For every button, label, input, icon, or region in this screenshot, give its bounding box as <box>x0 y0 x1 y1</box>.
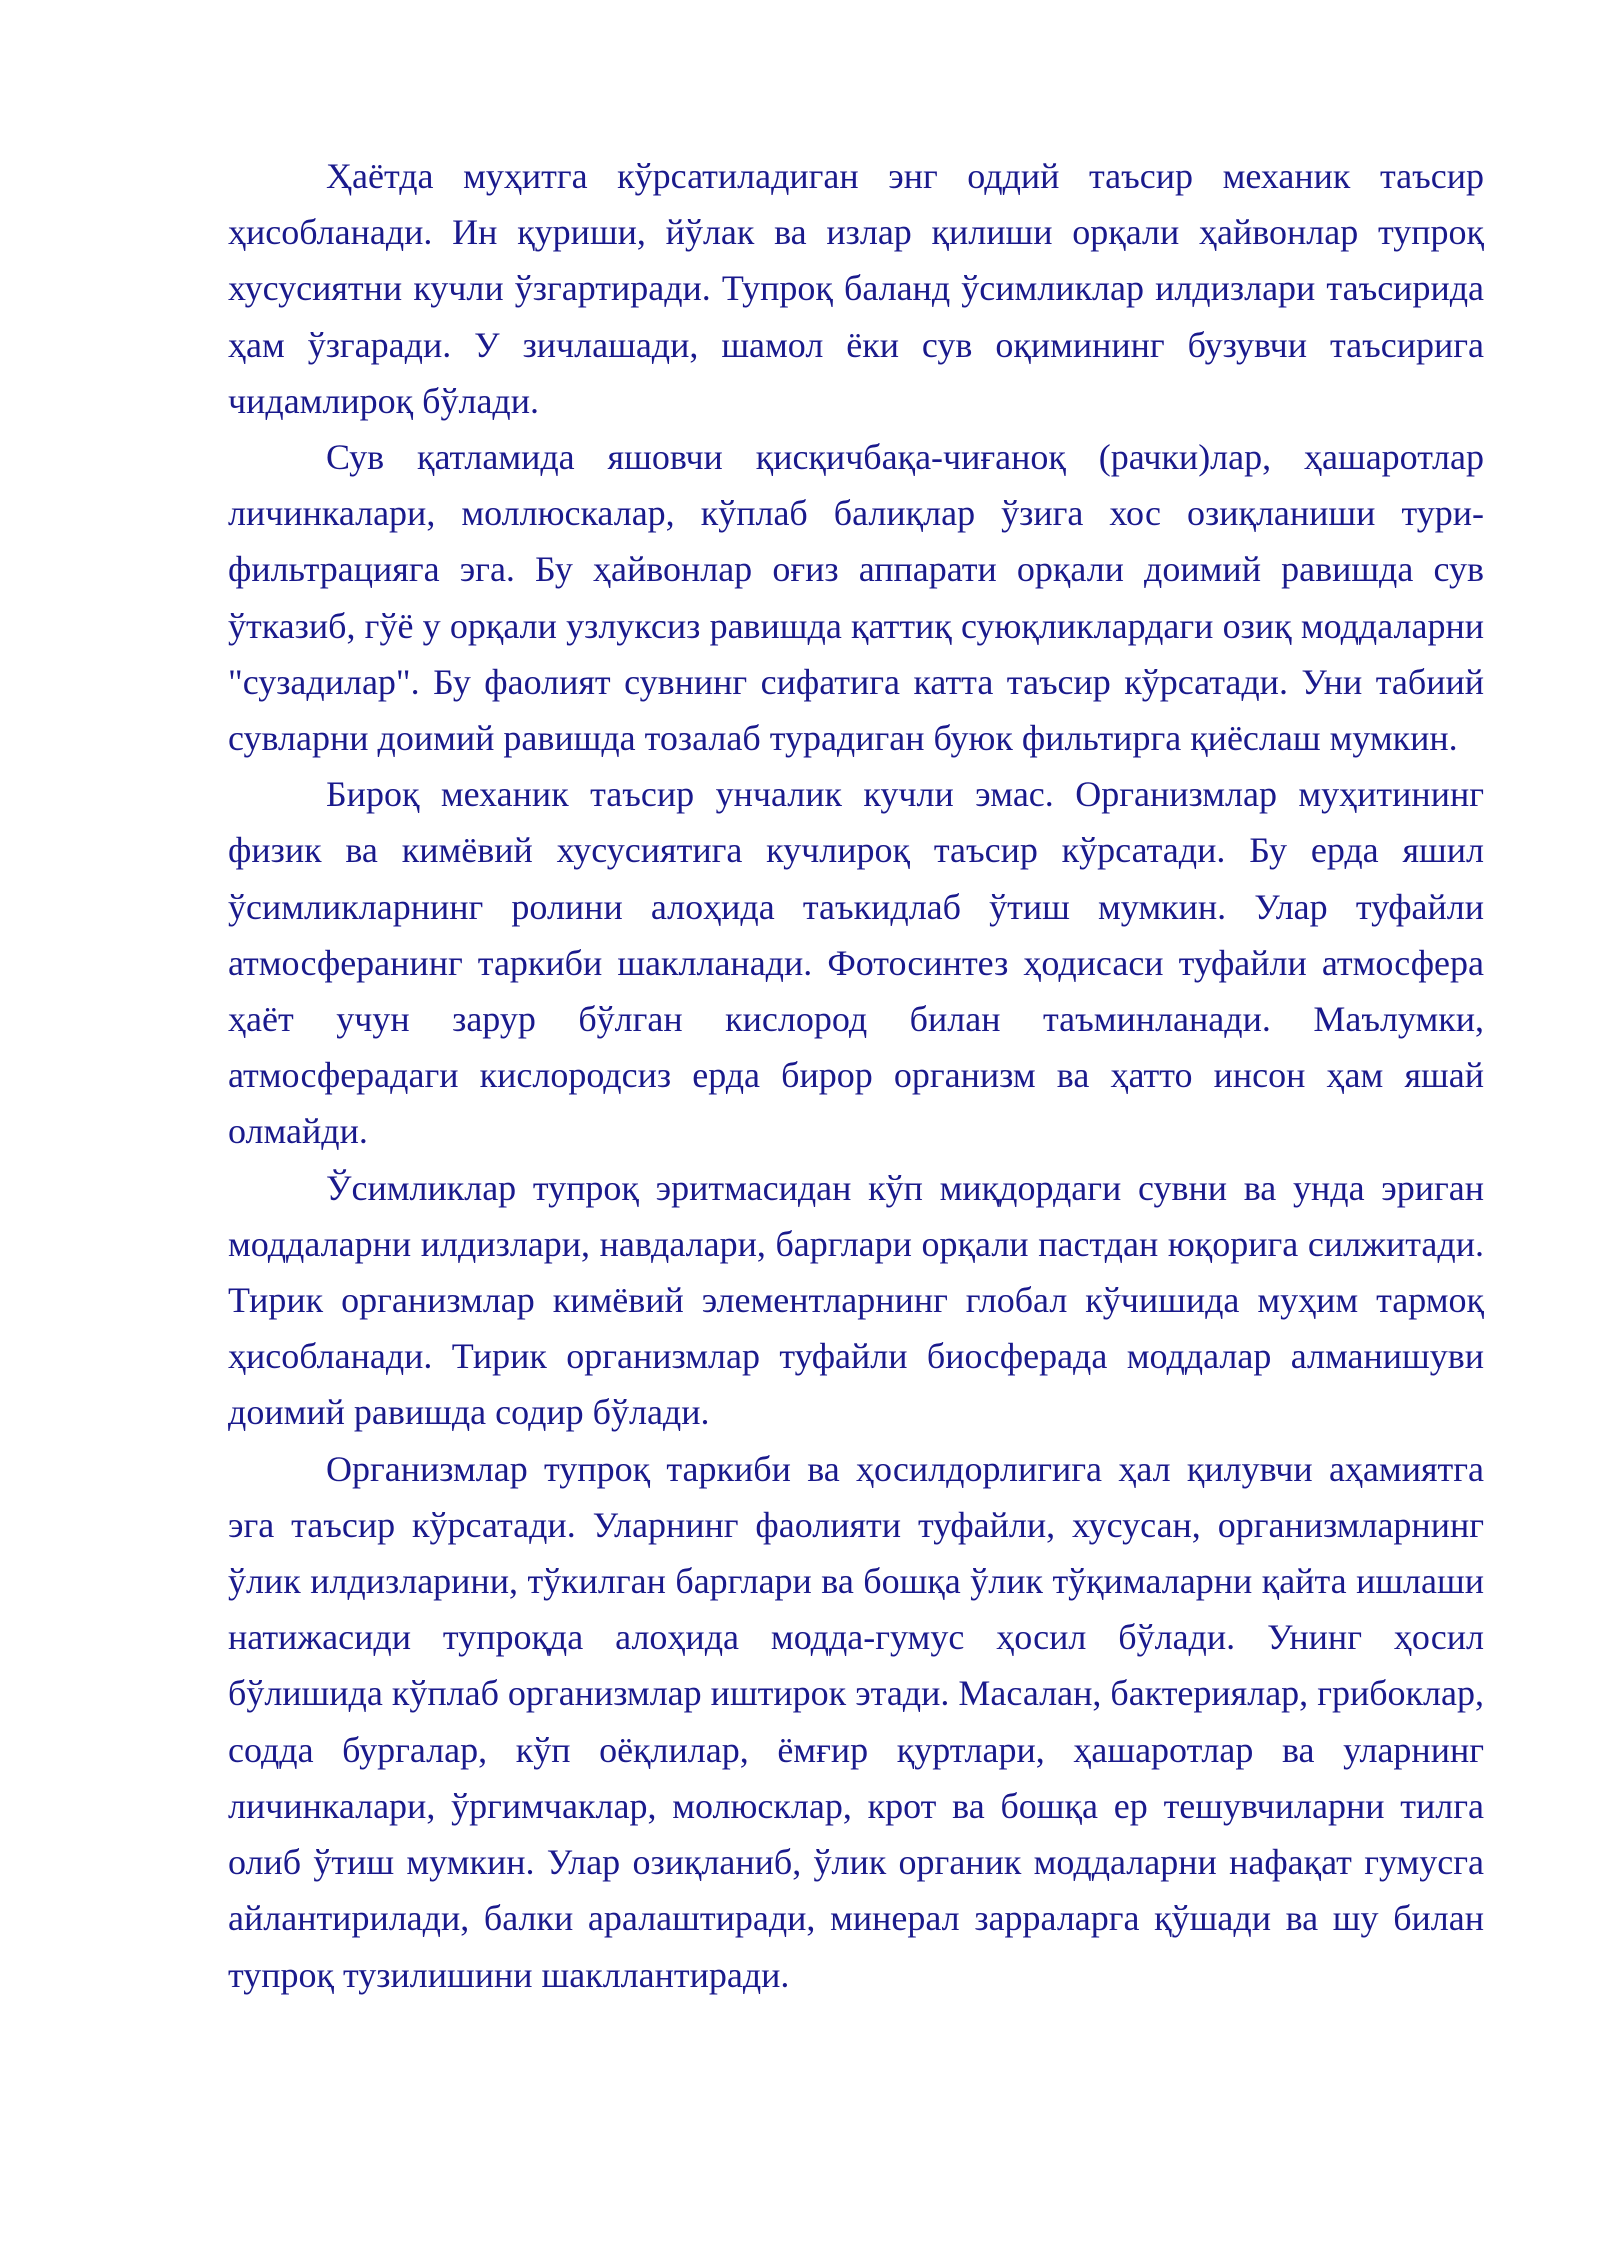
paragraph-2: Сув қатламида яшовчи қисқичбақа-чиғаноқ (рачки)лар, ҳашаротлар личинкалари, моллюскалар, кўплаб балиқлар ўзига хос озиқланиши тури-фильтрацияга эга. Бу ҳайвонлар оғиз аппарати орқали доимий равишда сув ўтказиб, гўё у орқали узлуксиз равишда қаттиқ суюқликлардаги озиқ моддаларни "сузадилар". Бу фаолият сувнинг сифатига катта таъсир кўрсатади. Уни табиий сувларни доимий равишда тозалаб турадиган буюк фильтирга қиёслаш мумкин. <box>228 437 1484 759</box>
document-body <box>228 148 1484 2003</box>
paragraph-4: Ўсимликлар тупроқ эритмасидан кўп миқдордаги сувни ва унда эриган моддаларни илдизлари, навдалари, барглари орқали пастдан юқорига силжитади. Тирик организмлар кимёвий элементларнинг глобал кўчишида муҳим тармоқ ҳисобланади. Тирик организмлар туфайли биосферада моддалар алманишуви доимий равишда содир бўлади. <box>228 1167 1484 1433</box>
paragraph-1: Ҳаётда муҳитга кўрсатиладиган энг оддий таъсир механик таъсир ҳисобланади. Ин қуриши, йўлак ва излар қилиши орқали ҳайвонлар тупроқ хусусиятни кучли ўзгартиради. Тупроқ баланд ўсимликлар илдизлари таъсирида ҳам ўзгаради. У зичлашади, шамол ёки сув оқимининг бузувчи таъсирига чидамлироқ бўлади. <box>228 156 1484 421</box>
paragraph-3: Бироқ механик таъсир унчалик кучли эмас. Организмлар муҳитининг физик ва кимёвий хусусиятига кучлироқ таъсир кўрсатади. Бу ерда яшил ўсимликларнинг ролини алоҳида таъкидлаб ўтиш мумкин. Улар туфайли атмосферанинг таркиби шаклланади. Фотосинтез ҳодисаси туфайли атмосфера ҳаёт учун зарур бўлган кислород билан таъминланади. Маълумки, атмосферадаги кислородсиз ерда бирор организм ва ҳатто инсон ҳам яшай олмайди. <box>228 774 1484 1152</box>
paragraph-5: Организмлар тупроқ таркиби ва ҳосилдорлигига ҳал қилувчи аҳамиятга эга таъсир кўрсатади. Уларнинг фаолияти туфайли, хусусан, организмларнинг ўлик илдизларини, тўкилган барглари ва бошқа ўлик тўқималарни қайта ишлаши натижасиди тупроқда алоҳида модда-гумус ҳосил бўлади. Унинг ҳосил бўлишида кўплаб организмлар иштирок этади. Масалан, бактериялар, грибоклар, содда бургалар, кўп оёқлилар, ёмғир қуртлари, ҳашаротлар ва уларнинг личинкалари, ўргимчаклар, молюсклар, крот ва бошқа ер тешувчиларни тилга олиб ўтиш мумкин. Улар озиқланиб, ўлик органик моддаларни нафақат гумусга айлантирилади, балки аралаштиради, минерал зарраларга қўшади ва шу билан тупроқ тузилишини шакллантиради. <box>228 1448 1484 1995</box>
